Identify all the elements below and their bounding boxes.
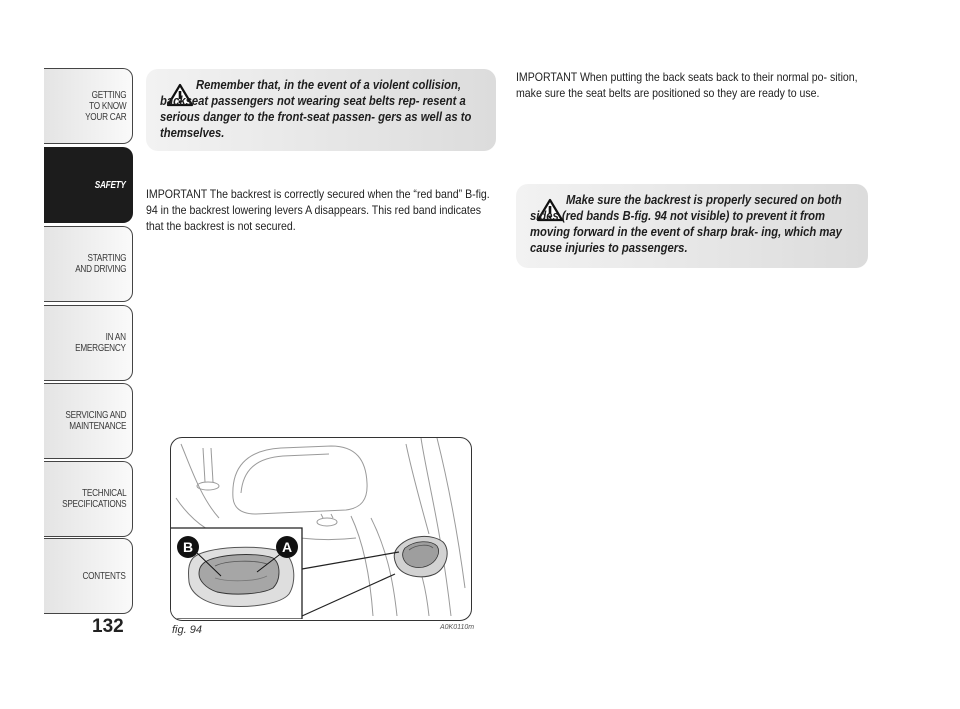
tab-technical-specifications[interactable]	[44, 461, 133, 537]
tab-starting-and-driving[interactable]	[44, 226, 133, 302]
figure-caption: fig. 94	[172, 624, 202, 636]
important-backrest-text: IMPORTANT The backrest is correctly secured when the “red band” B-fig. 94 in the backrest lowering levers A disappears. This red band indicates that the backrest is not secured.	[146, 187, 490, 233]
important-seat-belts-text: IMPORTANT When putting the back seats back to their normal po- sition, make sure the seat belts are positioned so they are ready to use.	[516, 70, 858, 100]
tab-in-an-emergency[interactable]	[44, 305, 133, 381]
warning-text: Make sure the backrest is properly secured on both sides (red bands B-fig. 94 not visible) to prevent it from moving forward in the event of sharp brak- ing, which may cause injuries to passengers.	[530, 193, 842, 255]
tab-label: SERVICING AND MAINTENANCE	[65, 410, 126, 432]
tab-label: SAFETY	[95, 179, 126, 191]
tab-getting-to-know-your-car[interactable]	[44, 68, 133, 144]
page-number: 132	[92, 616, 124, 637]
tab-label: TECHNICAL SPECIFICATIONS	[61, 488, 126, 510]
warning-box-collision	[146, 69, 496, 151]
tab-servicing-and-maintenance[interactable]	[44, 383, 133, 459]
tab-label: GETTING TO KNOW YOUR CAR	[84, 89, 126, 123]
tab-contents[interactable]	[44, 538, 133, 614]
figure-code: A0K0110m	[440, 624, 475, 631]
enlarged-lever-inset	[171, 528, 302, 619]
tab-safety[interactable]	[44, 147, 133, 223]
callout-a: A	[281, 539, 293, 555]
tab-label: CONTENTS	[82, 570, 126, 582]
tab-label: STARTING AND DRIVING	[74, 253, 126, 275]
figure-94	[170, 437, 472, 621]
lever-on-seat	[394, 536, 447, 576]
tab-label: IN AN EMERGENCY	[75, 332, 126, 354]
warning-text: Remember that, in the event of a violent collision, backseat passengers not wearing seat belts rep- resent a serious danger to the front-seat passen- gers as well as to themselves.	[160, 78, 472, 140]
warning-box-backrest	[516, 184, 868, 268]
callout-b: B	[182, 539, 194, 555]
backrest-lever-illustration	[171, 438, 470, 619]
